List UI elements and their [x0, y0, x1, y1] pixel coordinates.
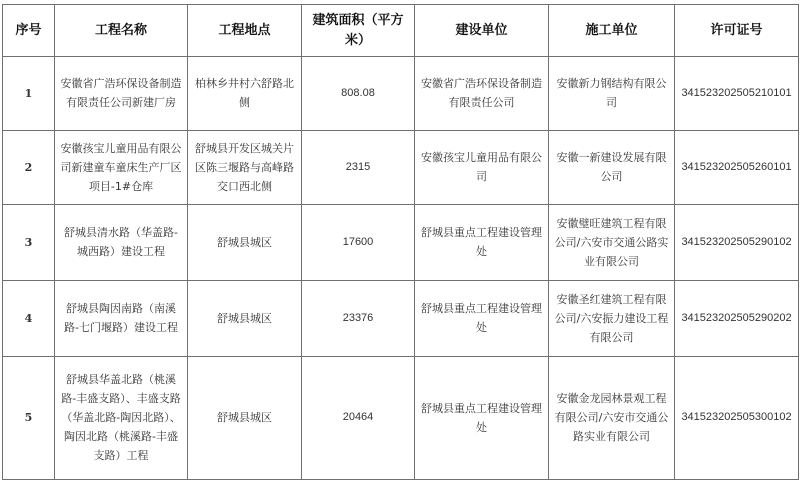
- cell-permit-number: 341523202505290102: [675, 204, 799, 280]
- cell-area: 2315: [302, 130, 415, 204]
- table-row: [3, 356, 799, 479]
- cell-construction-unit: 安徽省广浩环保设备制造有限责任公司: [415, 57, 549, 131]
- cell-builder-unit: 安徽璧旺建筑工程有限公司/六安市交通公路实业有限公司: [549, 204, 675, 280]
- cell-permit-number: 341523202505300102: [675, 356, 799, 479]
- cell-project-name: 安徽省广浩环保设备制造有限责任公司新建厂房: [55, 57, 188, 131]
- header-seq: 序号: [3, 5, 55, 57]
- permit-table: [2, 4, 799, 480]
- header-permit-number: 许可证号: [675, 5, 799, 57]
- cell-location: 柏林乡井村六舒路北侧: [188, 57, 302, 131]
- cell-project-name: 舒城县清水路（华盖路-城西路）建设工程: [55, 204, 188, 280]
- cell-area: 23376: [302, 280, 415, 356]
- cell-builder-unit: 安徽一新建设发展有限公司: [549, 130, 675, 204]
- cell-seq: 4: [3, 280, 55, 356]
- cell-area: 808.08: [302, 57, 415, 131]
- header-construction-unit: 建设单位: [415, 5, 549, 57]
- cell-builder-unit: 安徽圣红建筑工程有限公司/六安振力建设工程有限公司: [549, 280, 675, 356]
- cell-location: 舒城县城区: [188, 280, 302, 356]
- header-builder-unit: 施工单位: [549, 5, 675, 57]
- cell-construction-unit: 舒城县重点工程建设管理处: [415, 204, 549, 280]
- cell-permit-number: 341523202505290202: [675, 280, 799, 356]
- table-row: [3, 130, 799, 204]
- cell-project-name: 舒城县华盖北路（桃溪路-丰盛支路）、丰盛支路（华盖北路-陶因北路）、陶因北路（桃溪路-丰盛支路）工程: [55, 356, 188, 479]
- table-row: [3, 204, 799, 280]
- cell-construction-unit: 安徽孩宝儿童用品有限公司: [415, 130, 549, 204]
- cell-area: 17600: [302, 204, 415, 280]
- cell-permit-number: 341523202505260101: [675, 130, 799, 204]
- header-project-name: 工程名称: [55, 5, 188, 57]
- cell-construction-unit: 舒城县重点工程建设管理处: [415, 280, 549, 356]
- cell-project-name: 舒城县陶因南路（南溪路-七门堰路）建设工程: [55, 280, 188, 356]
- cell-project-name: 安徽孩宝儿童用品有限公司新建童车童床生产厂区项目-1#仓库: [55, 130, 188, 204]
- cell-area: 20464: [302, 356, 415, 479]
- cell-seq: 1: [3, 57, 55, 131]
- cell-builder-unit: 安徽新力钢结构有限公司: [549, 57, 675, 131]
- cell-permit-number: 341523202505210101: [675, 57, 799, 131]
- cell-location: 舒城县城区: [188, 356, 302, 479]
- cell-location: 舒城县开发区城关片区陈三堰路与高峰路交口西北侧: [188, 130, 302, 204]
- cell-seq: 5: [3, 356, 55, 479]
- cell-seq: 3: [3, 204, 55, 280]
- header-project-location: 工程地点: [188, 5, 302, 57]
- cell-builder-unit: 安徽金龙园林景观工程有限公司/六安市交通公路实业有限公司: [549, 356, 675, 479]
- table-header-row: [3, 5, 799, 57]
- header-building-area: 建筑面积（平方米）: [302, 5, 415, 57]
- cell-construction-unit: 舒城县重点工程建设管理处: [415, 356, 549, 479]
- table-row: [3, 57, 799, 131]
- cell-seq: 2: [3, 130, 55, 204]
- table-row: [3, 280, 799, 356]
- cell-location: 舒城县城区: [188, 204, 302, 280]
